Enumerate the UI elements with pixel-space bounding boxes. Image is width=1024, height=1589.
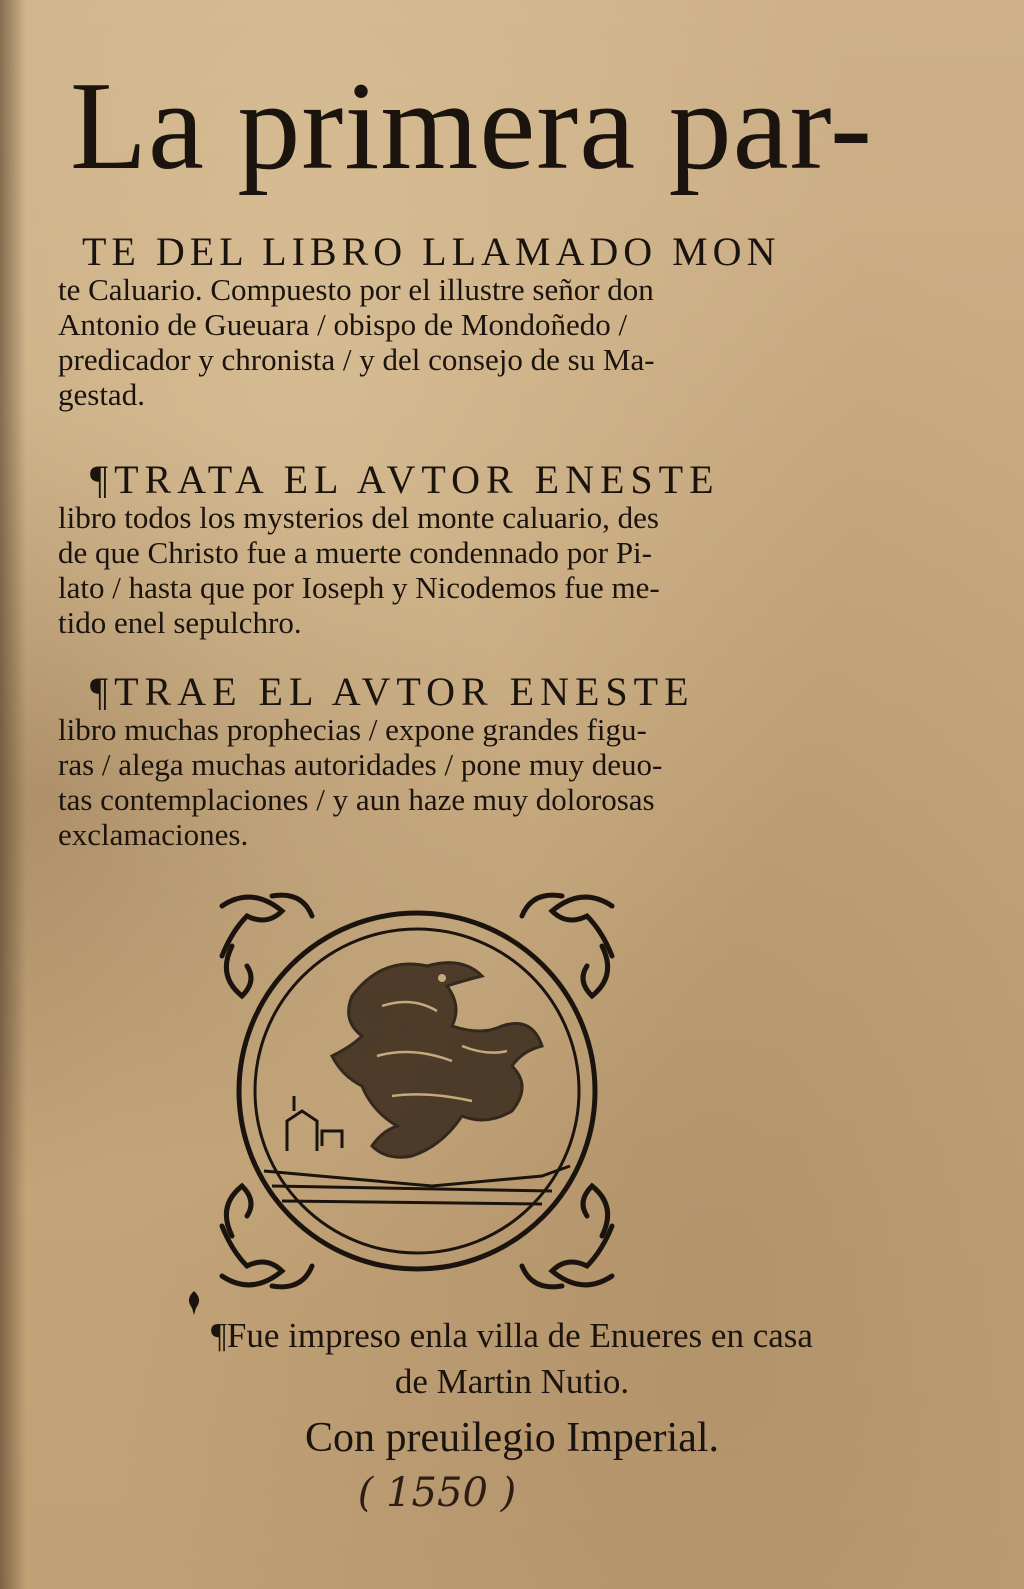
- imperial-privilege: Con preuilegio Imperial.: [304, 1415, 720, 1461]
- imprint-line-1: ¶Fue impreso enla villa de Enueres en casa: [211, 1316, 813, 1355]
- section-2-line: exclamaciones.: [58, 817, 249, 852]
- section-1-line: tido enel sepulchro.: [58, 605, 302, 640]
- subtitle-caps: TE DEL LIBRO LLAMADO MON: [82, 229, 781, 274]
- fleuron-icon: [184, 1290, 204, 1316]
- section-1-line: de que Christo fue a muerte condennado por Pi-: [58, 535, 652, 570]
- intro-paragraph: [58, 272, 848, 412]
- section-1-line: libro todos los mysterios del monte caluario, des: [58, 500, 659, 535]
- imprint-line-2: de Martin Nutio.: [394, 1362, 630, 1401]
- handwritten-date: ( 1550 ): [357, 1470, 517, 1516]
- page-title: La primera par-: [70, 57, 873, 196]
- printers-device-woodcut: [212, 886, 622, 1296]
- section-2-heading: ¶TRAE EL AVTOR ENESTE: [90, 669, 695, 714]
- section-1-line: lato / hasta que por Ioseph y Nicodemos fue me-: [58, 570, 660, 605]
- section-2-line: ras / alega muchas autoridades / pone muy deuo-: [58, 747, 663, 782]
- intro-line: gestad.: [58, 377, 145, 412]
- section-2-paragraph: [58, 712, 848, 852]
- section-2-line: libro muchas prophecias / expone grandes figu-: [58, 712, 647, 747]
- section-1-paragraph: [58, 500, 848, 640]
- section-1-heading: ¶TRATA EL AVTOR ENESTE: [90, 457, 720, 502]
- intro-line: predicador y chronista / y del consejo de su Ma-: [58, 342, 655, 377]
- intro-line: te Caluario. Compuesto por el illustre señor don: [58, 272, 654, 307]
- intro-line: Antonio de Gueuara / obispo de Mondoñedo /: [58, 307, 628, 342]
- section-2-line: tas contemplaciones / y aun haze muy dolorosas: [58, 782, 655, 817]
